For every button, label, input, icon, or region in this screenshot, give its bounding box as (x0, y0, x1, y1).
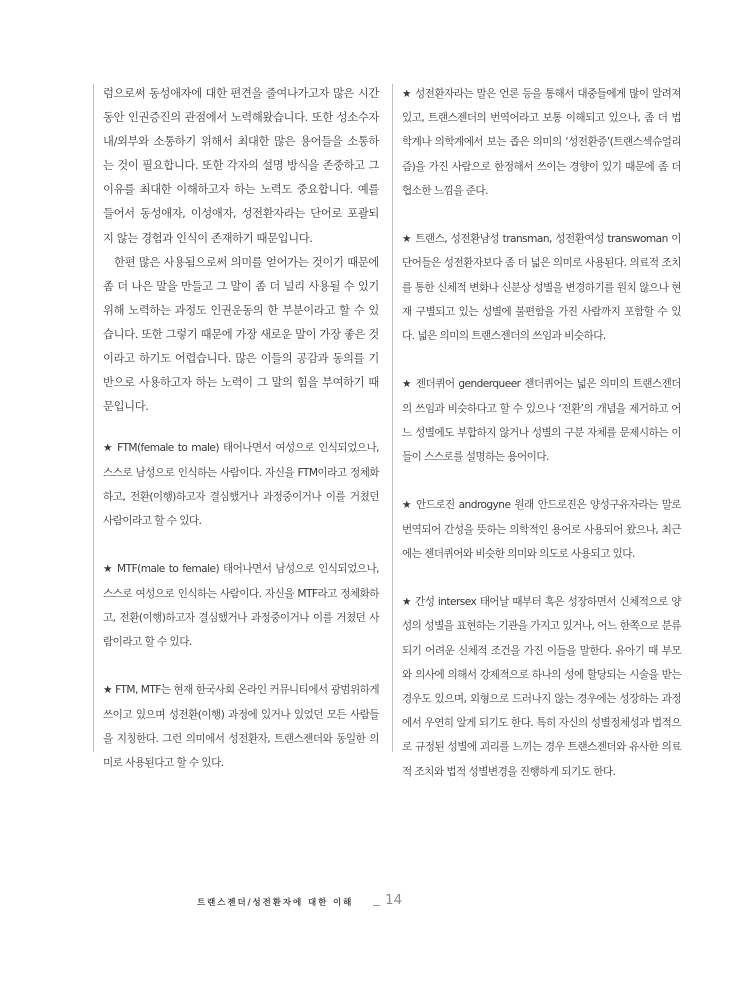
footer-separator (373, 905, 380, 906)
spacer (402, 566, 681, 590)
term-entry-ftm: ★ FTM(female to male) 태어나면서 여성으로 인식되었으나, 스스로 남성으로 인식하는 사람이다. 자신을 FTM이라고 정체화하고, 전환(이행)하고자 결심했거나 과정중이거나 이를 거쳤던 사람이라고 할 수 있다. (103, 442, 379, 527)
spacer (103, 654, 379, 678)
right-column (402, 82, 681, 784)
left-column (103, 82, 379, 775)
term-entry-intersex: ★ 간성 intersex 태어날 때부터 혹은 성장하면서 신체적으로 양성의 성별을 표현하는 기관을 가지고 있거나, 어느 한쪽으로 분류되기 어려운 신체적 조건을 가진 이들을 말한다. 유아기 때 부모와 의사에 의해서 강제적으로 하나의 성에 할당되는 시술을 받는 경우도 있으며, 외형으로 드러나지 않는 경우에는 성장하는 과정에서 우연히 알게 되기도 한다. 특히 자신의 성별정체성과 법적으로 규정된 성별에 괴리를 느끼는 경우 트랜스젠더와 유사한 의료적 조치와 법적 성별변경을 진행하게 되기도 한다. (402, 596, 681, 778)
term-entry-genderqueer: ★ 젠더퀴어 genderqueer 젠더퀴어는 넓은 의미의 트랜스젠더의 쓰임과 비슷하다고 할 수 있으나 ‘전환’의 개념을 제거하고 어느 성별에도 부합하지 않거나 성별의 구분 자체를 문제시하는 이들이 스스로를 설명하는 용어이다. (402, 378, 681, 464)
spacer (103, 533, 379, 557)
spacer (402, 203, 681, 227)
spacer (402, 469, 681, 493)
page-number: 14 (385, 892, 403, 908)
term-entry-ftm-mtf: ★ FTM, MTF는 현재 한국사회 온라인 커뮤니티에서 광범위하게 쓰이고 있으며 성전환(이행) 과정에 있거나 있었던 모든 사람들을 지칭한다. 그런 의미에서 성전환자, 트랜스젠더와 동일한 의미로 사용된다고 할 수 있다. (103, 684, 379, 769)
spacer (103, 419, 379, 436)
left-margin-rule (93, 84, 94, 752)
term-entry-trans: ★ 트랜스, 성전환남성 transman, 성전환여성 transwoman 이 단어들은 성전환자보다 좀 더 넓은 의미로 사용된다. 의료적 조치를 통한 신체적 변화나 신분상 성별을 변경하기를 원치 않으나 현재 구별되고 있는 성별에 불편함을 가진 사람까지 포함할 수 있다. 넓은 의미의 트랜스젠더의 쓰임과 비슷하다. (402, 233, 681, 343)
spacer (402, 348, 681, 372)
footer-title: 트랜스젠더/성전환자에 대한 이해 (197, 898, 354, 908)
term-entry-androgyne: ★ 안드로진 androgyne 원래 안드로진은 양성구유자라는 말로 번역되어 간성을 뜻하는 의학적인 용어로 사용되어 왔으나, 최근에는 젠더퀴어와 비슷한 의미와 의도로 사용되고 있다. (402, 499, 681, 560)
column-divider (392, 84, 393, 752)
term-entry-transsexual: ★ 성전환자라는 말은 언론 등을 통해서 대중들에게 많이 알려져 있고, 트랜스젠더의 번역어라고 보통 이해되고 있으나, 좀 더 법학계나 의학계에서 보는 좁은 의미의 ‘성전환증’(트랜스섹슈얼리즘)을 가진 사람으로 한정해서 쓰이는 경향이 있기 때문에 좀 더 협소한 느낌을 준다. (402, 88, 681, 197)
paragraph: 럼으로써 동성애자에 대한 편견을 줄여나가고자 많은 시간동안 인권증진의 관점에서 노력해왔습니다. 또한 성소수자 내/외부와 소통하기 위해서 최대한 많은 용어들을 소통하는 것이 필요합니다. 또한 각자의 설명 방식을 존중하고 그 이유를 최대한 이해하고자 하는 노력도 중요합니다. 예를 들어서 동성애자, 이성애자, 성전환자라는 단어로 포괄되지 않는 경험과 인식이 존재하기 때문입니다. (103, 87, 379, 245)
paragraph: 한편 많은 사용됨으로써 의미를 얻어가는 것이기 때문에 좀 더 나은 말을 만들고 그 말이 좀 더 널리 사용될 수 있기 위해 노력하는 과정도 인권운동의 한 부분이라고 할 수 있습니다. 또한 그렇기 때문에 가장 새로운 말이 가장 좋은 것이라고 하기도 어렵습니다. 많은 이들의 공감과 동의를 기반으로 사용하고자 하는 노력이 그 말의 힘을 부여하기 때문입니다. (103, 255, 379, 414)
term-entry-mtf: ★ MTF(male to female) 태어나면서 남성으로 인식되었으나, 스스로 여성으로 인식하는 사람이다. 자신을 MTF라고 정체화하고, 전환(이행)하고자 결심했거나 과정중이거나 이를 거쳤던 사람이라고 할 수 있다. (103, 563, 379, 648)
page-footer (0, 893, 741, 913)
